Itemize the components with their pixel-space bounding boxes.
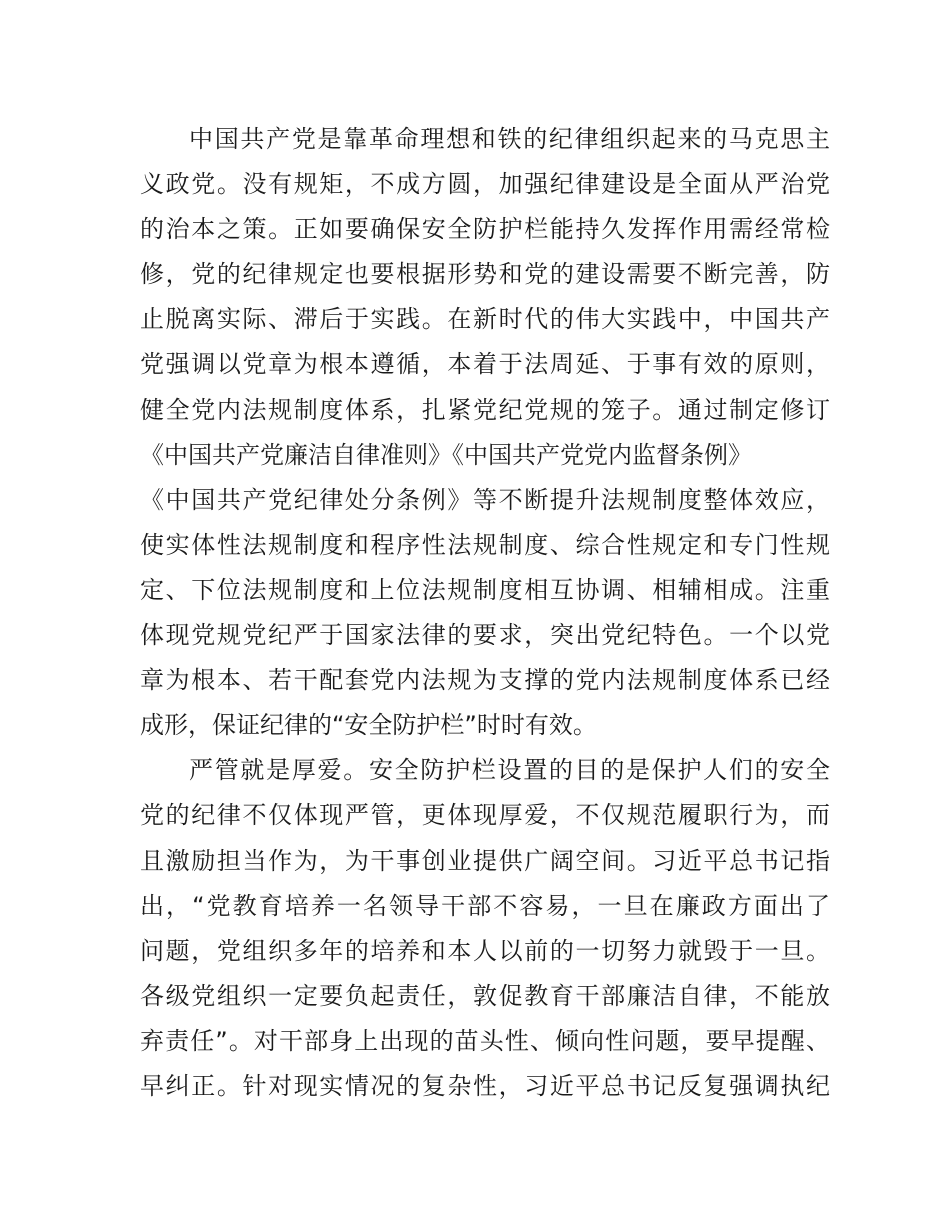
text-line: 中国共产党是靠革命理想和铁的纪律组织起来的马克思主: [189, 125, 830, 153]
text-line: 使实体性法规制度和程序性法规制度、综合性规定和专门性规: [140, 530, 830, 559]
text-line: 章为根本、若干配套党内法规为支撑的党内法规制度体系已经: [140, 666, 830, 695]
text-line: 党强调以党章为根本遵循，本着于法周延、于事有效的原则，: [140, 350, 830, 379]
text-line: 弃责任”。对干部身上出现的苗头性、倾向性问题，要早提醒、: [140, 1026, 830, 1055]
text-line: 修，党的纪律规定也要根据形势和党的建设需要不断完善，防: [140, 260, 830, 289]
text-line: 且激励担当作为，为干事创业提供广阔空间。习近平总书记指: [140, 846, 830, 875]
text-line: 出，“党教育培养一名领导干部不容易，一旦在廉政方面出了: [140, 891, 830, 920]
document-body: [140, 117, 830, 1109]
text-line: 问题，党组织多年的培养和本人以前的一切努力就毁于一旦。: [140, 936, 830, 965]
text-line: 党的纪律不仅体现严管，更体现厚爱，不仅规范履职行为，而: [140, 801, 830, 830]
text-line: 义政党。没有规矩，不成方圆，加强纪律建设是全面从严治党: [140, 170, 830, 199]
text-line: 早纠正。针对现实情况的复杂性，习近平总书记反复强调执纪: [140, 1071, 830, 1100]
text-line: 《中国共产党纪律处分条例》等不断提升法规制度整体效应，: [140, 485, 830, 514]
text-line: 止脱离实际、滞后于实践。在新时代的伟大实践中，中国共产: [140, 305, 830, 334]
text-line: 体现党规党纪严于国家法律的要求，突出党纪特色。一个以党: [140, 621, 830, 650]
text-line: 定、下位法规制度和上位法规制度相互协调、相辅相成。注重: [140, 575, 830, 604]
text-line: 《中国共产党廉洁自律准则》《中国共产党党内监督条例》: [140, 440, 752, 469]
text-line: 成形，保证纪律的“安全防护栏”时时有效。: [140, 711, 597, 740]
text-line: 的治本之策。正如要确保安全防护栏能持久发挥作用需经常检: [140, 215, 830, 244]
text-line: 各级党组织一定要负起责任，敦促教育干部廉洁自律，不能放: [140, 981, 830, 1010]
text-line: 严管就是厚爱。安全防护栏设置的目的是保护人们的安全: [189, 756, 830, 785]
text-line: 健全党内法规制度体系，扎紧党纪党规的笼子。通过制定修订: [140, 395, 830, 424]
